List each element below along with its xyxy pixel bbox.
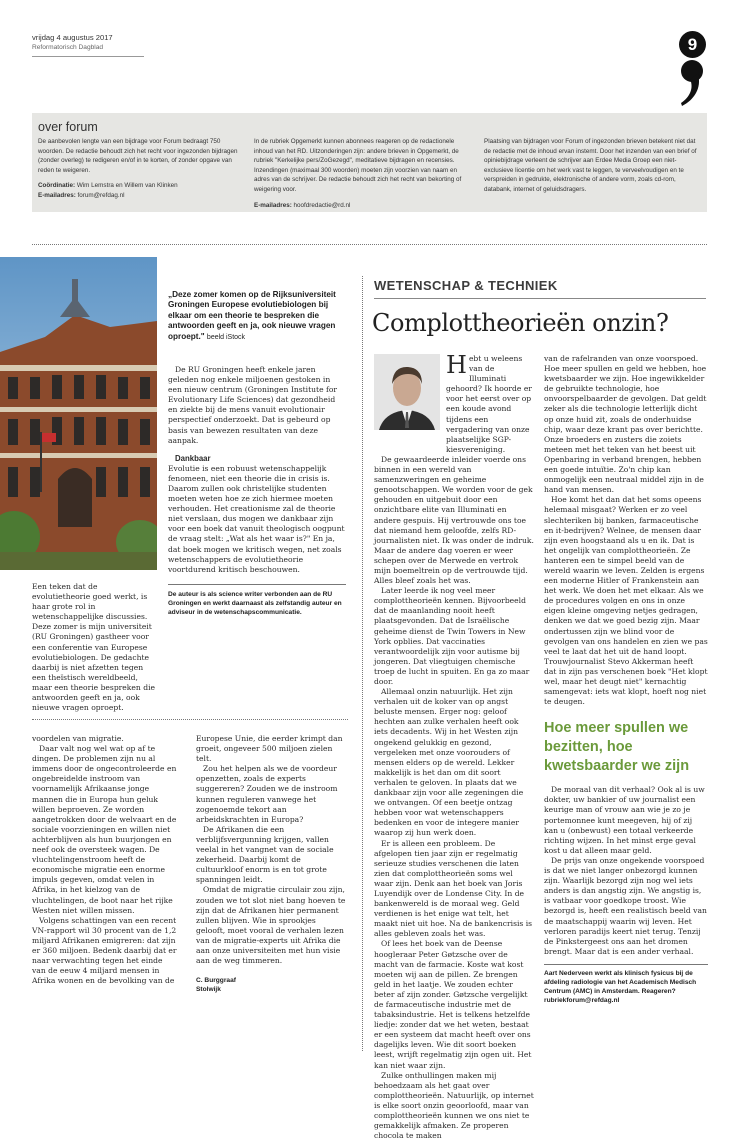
left-author-note: De auteur is als science writer verbonden aan de RU Groningen en werkt daarnaast als zelfstandig auteur en adviseur in de wetenschapscommunicatie.	[168, 590, 342, 617]
migration-paragraph: Volgens schattingen van een recent VN-rapport wil 30 procent van de 1,2 miljard Afrikanen emigreren: dat zijn er 360 miljoen. Bedenk daarbij dat er naar verwachting tegen het einde van de eeuw 4 miljard mensen in Afrika wonen en de bevolking van de	[32, 915, 177, 986]
main-paragraph: Later leerde ik nog veel meer complottheorieën kennen. Bijvoorbeeld dat de maanlanding nooit heeft plaatsgevonden. Dat de Israëlische geheime dienst de Twin Towers in New York opblies. Dat vaccinaties verantwoordelijk zijn voor autisme bij jongeren. Dat vliegtuigen chemische troep de lucht in spuiten. En ga zo maar door.	[374, 586, 530, 686]
opgemerkt-email-label: E-mailadres:	[254, 201, 292, 209]
main-lead-text: ebt u weleens van de Illuminati gehoord? Ik hoorde er voor het eerst over op een koude avond tijdens een vergadering van onze plaatselijke SGP-kiesvereniging.	[446, 354, 532, 454]
drop-cap: H	[446, 351, 467, 379]
left-subhead: Dankbaar	[175, 453, 211, 463]
migration-paragraph: Zou het helpen als we de voordeur openzetten, zoals de experts suggereren? Zouden we de instroom kunnen reguleren vanwege het zogenoemde tekort aan arbeidskrachten in Europa?	[196, 764, 338, 824]
header-date: vrijdag 4 augustus 2017	[32, 33, 113, 42]
main-paragraph: Er is alleen een probleem. De afgelopen tien jaar zijn er regelmatig serieuze studies verschenen die laten zien dat complottheorieën soms wel waar zijn. Denk aan het boek van Joris Luyendijk over de Londense City. In de bankenwereld is de moraal weg. Geld verdienen is het enige wat telt, het maakt niet uit hoe. Na de bankencrisis is alles gebleven zoals het was.	[374, 838, 533, 939]
pull-quote-text: Hoe meer spullen we bezitten, hoe kwetsbaarder we zijn	[544, 720, 690, 775]
left-intro	[32, 582, 155, 713]
main-paragraph: Allemaal onzin natuurlijk. Het zijn verhalen uit de koker van op angst beluste mensen. Erger nog: geloof hechten aan zulke verhalen heeft ook iets decadents. Wij in het Westen zijn ongekend gelukkig en gezond, vergeleken met onze voorouders of mensen elders op de wereld. Lekker makkelijk is het dan om dit soort verhalen te geloven. In plaats dat we dankbaar zijn voor alle zegeningen die we ontvangen. Of een beetje ontzag hebben voor wat wetenschappers bedenken en voor de integere manier waarop zij hun werk doen.	[374, 687, 524, 838]
divider-vertical	[362, 276, 363, 1051]
main-paragraph: Zulke onthullingen maken mij behoedzaam als het gaat over complottheorieën. Natuurlijk, op internet is elke soort onzin geoorloofd, maar van complottheorieën kunnen we ons niet te gemakkelijk afmaken. Ze properen chocola te maken	[374, 1070, 534, 1141]
left-intro-text: Een teken dat de evolutietheorie goed werkt, is haar grote rol in wetenschappelijke discussies. Deze zomer is mijn universiteit (RU Groningen) gastheer voor een conferentie van Europese evolutiebiologen. De gedachte daarbij is niet afzetten tegen een theïstisch wereldbeeld, maar een theorie bespreken die antwoorden geeft en ja, ook nieuwe vragen oproept.	[32, 582, 155, 713]
letter-signature-name: C. Burggraaf	[196, 977, 236, 985]
photo-caption-quote: „Deze zomer komen op de Rijksuniversiteit Groningen Europese evolutiebiologen bij elkaar om een theorie te bespreken die antwoorden geeft en ja, ook nieuwe vragen oproept."	[168, 290, 336, 341]
forum-col-3-text: Plaatsing van bijdragen voor Forum of ingezonden brieven betekent niet dat de redactie met de inhoud ervan instemt. Door het inzenden van een brief of opiniebijdrage verleent de schrijver aan Erdee Media Groep een niet-exclusieve licentie om het werk vast te leggen, te verveelvoudigen en te verspreiden in gedrukte, elektronische of andere vorm, zoals cd-rom, databank, internet of geluidsdragers.	[484, 138, 697, 193]
page-number: 9	[687, 35, 698, 54]
migration-paragraph: Europese Unie, die eerder krimpt dan groeit, ongeveer 500 miljoen zielen telt.	[196, 734, 343, 764]
migration-paragraph: Omdat de migratie circulair zou zijn, zouden we tot slot niet bang hoeven te zijn dat de Afrikanen hier permanent zullen blijven. Wie in sprookjes gelooft, moet vooral de verhalen lezen van de migratie-experts uit Afrika die aan onze universiteiten met hun visie aan de weg timmeren.	[196, 885, 346, 966]
photo-credit: beeld iStock	[206, 333, 246, 341]
coord-value: Wim Lemstra en Willem van Klinken	[76, 182, 178, 190]
main-paragraph: De gewaardeerde inleider voerde ons binnen in een wereld van samenzweringen en geheime genootschappen. We worden voor de gek gehouden en uitgebuit door een onzichtbare elite van Illuminati en andere gespuis. Hij vertrouwde ons toe dat niemand hem geloofde, zelfs RD-journalisten niet. Ik was onder de indruk. Maar de andere dag voeren er weer schepen over de Merwede en vertrok mijn boemeltrein op de vertrouwde tijd. Alles bleef zoals het was.	[374, 454, 534, 586]
left-col-paragraph: De RU Groningen heeft enkele jaren geleden nog enkele miljoenen gestoken in een nieuw centrum (Groningen Institute for Evolutionary Life Sciences) dat gezondheid en ziekte bij de mens vanuit evolutionair perspectief onderzoekt. Dat is gebeurd op basis van bewezen resultaten van deze aanpak.	[168, 365, 338, 445]
main-col-2	[544, 354, 708, 1006]
main-paragraph: De moraal van dit verhaal? Ook al is uw dokter, uw bankier of uw journalist een keurige man of vrouw aan wie je zo je portemonnee kunt meegeven, hij of zij kan u (onbewust) een totaal verkeerde richting wijzen. In het minst erge geval kost u dat alleen maar geld.	[544, 785, 705, 855]
main-paragraph: De prijs van onze ongekende voorspoed is dat we niet langer onbezorgd kunnen zijn. Waarlijk bezorgd zijn nog wel iets anders is dan angstig zijn. We angstig is, is vatbaar voor goedkope troost. Wie bezorgd is, heeft een realistisch beeld van de maatschappij waarin wij leven. Het verloren paradijs keert niet terug. Tenzij de Pinkstergeest ons aan het dromen brengt. Maar dat is een ander verhaal.	[544, 855, 707, 956]
left-column	[168, 365, 346, 617]
left-col-paragraph: Evolutie is een robuust wetenschappelijk fenomeen, niet een theorie die in crisis is. Daarom zullen ook christelijke studenten moeten weten hoe ze zich hiermee moeten verhouden. Het creationisme zal de theorie niet verslaan, dus mogen we dankbaar zijn voor een boek dat vanuit theologisch oogpunt de vraag stelt: „Wat als het waar is?" En ja, dat boek mogen we kritisch wegen, net zoals wetenschappers de evolutietheorie voortdurend kritisch beschouwen.	[168, 463, 345, 574]
page-number-badge	[679, 31, 706, 58]
header-rule	[32, 56, 144, 57]
forum-col-1	[38, 137, 248, 201]
main-paragraph: van de rafelranden van onze voorspoed. Hoe meer spullen en geld we hebben, hoe kwetsbaarder we zijn. Hoe ingewikkelder de gebruikte technologie, hoe onvoorspelbaarder de gevolgen. Dat geldt zeker als die technologie letterlijk dicht op onze huid zit, zoals de onderhuidse chip, waar deze krant pas over berichtte. Onze broeders en zusters die zoiets meteen met het teken van het beest uit Openbaring in verband brengen, hebben een goede intuïtie. Zo'n chip kan onmogelijk een neutraal middel zijn in de hand van mensen.	[544, 354, 707, 495]
divider-left-middle	[32, 719, 348, 720]
forum-col-3	[484, 137, 698, 195]
migration-paragraph: Daar valt nog wel wat op af te dingen. De problemen zijn nu al immens door de ongecontroleerde en ongebreidelde instroom van voornamelijk Afrikaanse jonge mannen die in Europa hun geluk willen beproeven. Ze worden aangetrokken door de welvaart en de sociale voorzieningen en willen niet achterblijven als hun buurjongen en neef ook de oversteek wagen. De vluchtelingenstroom heeft de economische migratie een enorme impuls gegeven, omdat velen in Afrika, in het kielzog van de vluchtelingen, de boot naar het rijke Westen niet willen missen.	[32, 744, 177, 915]
forum-email-link[interactable]: forum@refdag.nl	[77, 191, 125, 199]
opgemerkt-email-link[interactable]: hoofdredactie@rd.nl	[293, 201, 351, 209]
forum-col-2	[254, 137, 472, 210]
header-publication: Reformatorisch Dagblad	[32, 44, 104, 51]
forum-title: over forum	[38, 120, 98, 134]
article-title: Complottheorieën onzin?	[372, 309, 669, 337]
forum-col-1-text: De aanbevolen lengte van een bijdrage voor Forum bedraagt 750 woorden. De redactie behoudt zich het recht voor ingezonden bijdragen (zonder overleg) te redigeren en/of in te korten, of zonder opgave van reden te weigeren.	[38, 138, 238, 174]
comma-logo-icon	[676, 58, 708, 108]
main-paragraph: Hoe komt het dan dat het soms opeens helemaal misgaat? Werken er zo veel slechteriken bij banken, farmaceutische en it-bedrijven? Welnee, de mensen daar zijn even hoogstaand als u en ik. Dat is het ongelijk van complottheorieën. Ze hanteren een te simpel beeld van de wereld waarin we leven. Zelden is ergens een moderne Hitler of Frankenstein aan het werk. We doen het met elkaar. Als we de procedures volgen en ons in onze eigen kleine omgeving netjes gedragen, denken we dat we goed bezig zijn. Maar ondertussen zijn we blind voor de gevolgen van ons handelen en zien we pas veel te laat dat het uit de hand loopt. Trouwjournalist Stevo Akkerman heeft dat in zijn pas verschenen boek "Het klopt wel, maar het deugt niet" kernachtig samengevat: iets wat klopt, hoeft nog niet te deugen.	[544, 495, 708, 707]
divider-top	[32, 244, 707, 245]
forum-col-2-text: In de rubriek Opgemerkt kunnen abonnees reageren op de redactionele inhoud van het RD. Uitzonderingen zijn: andere brieven in Opgemerkt, de rubriek "Kerkelijke pers/ZoGezegd", meditatieve bijdragen en recensies. Inzendingen (maximaal 300 woorden) moeten zijn voorzien van naam en adres van de schrijver. De redactie behoudt zich het recht van bekorting of weigering voor.	[254, 138, 462, 193]
migration-col-2	[196, 734, 346, 995]
pull-quote	[544, 719, 708, 776]
main-author-note: Aart Nederveen werkt als klinisch fysicus bij de afdeling radiologie van het Academisch Medisch Centrum (AMC) in Amsterdam. Reageren? rubriekforum@refdag.nl	[544, 969, 697, 1005]
forum-info-box	[32, 113, 707, 212]
migration-paragraph: De Afrikanen die een verblijfsvergunning krijgen, vallen veelal in het vangnet van de sociale zekerheid. Daarbij komt de cultuurkloof enorm is en tot grote spanningen leidt.	[196, 824, 334, 885]
university-photo	[0, 257, 157, 570]
migration-col-1	[32, 734, 178, 986]
photo-caption	[168, 290, 350, 343]
letter-signature-place: Stolwijk	[196, 986, 221, 994]
rubric-label: WETENSCHAP & TECHNIEK	[374, 278, 558, 293]
main-col-1	[374, 351, 534, 1141]
main-paragraph: Of lees het boek van de Deense hoogleraar Peter Gøtzsche over de macht van de farmacie. Koste wat kost moeten wij aan de pillen. Ze brengen geld in het laatje. We zouden echter beter af zijn zonder. Gøtzsche vergelijkt de farmaceutische industrie met de tabaksindustrie. Het is telkens hetzelfde liedje: zonder dat we het weten, bestaat er een systeem dat macht heeft over ons dagelijks leven. Wie dit soort boeken leest, wrijft regelmatig zijn ogen uit. Het kan niet waar zijn.	[374, 939, 532, 1070]
migration-paragraph: voordelen van migratie.	[32, 734, 124, 743]
main-lead-paragraph	[446, 351, 534, 455]
coord-label: Coördinatie:	[38, 182, 76, 190]
forum-email-label: E-mailadres:	[38, 191, 76, 199]
rubric-underline	[374, 298, 706, 299]
